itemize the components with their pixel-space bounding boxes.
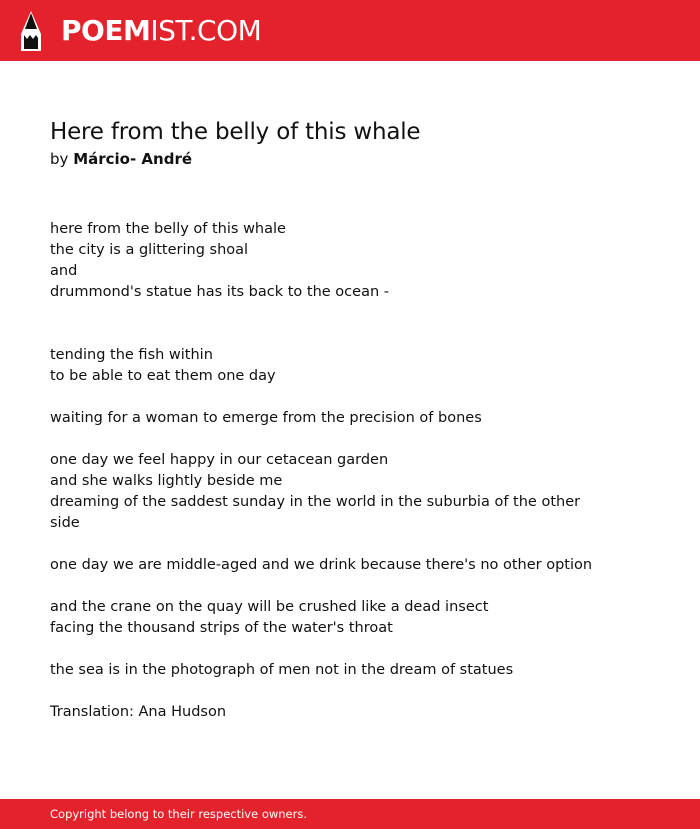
poem-blank-line xyxy=(50,534,650,555)
poem-line: dreaming of the saddest sunday in the world in the suburbia of the other xyxy=(50,494,581,510)
poem-blank-line xyxy=(50,429,650,450)
byline xyxy=(50,148,650,170)
site-footer xyxy=(0,799,700,829)
poem-blank-line xyxy=(50,303,650,324)
logo-text-bold: POEM xyxy=(61,13,151,47)
poem-line: waiting for a woman to emerge from the precision of bones xyxy=(50,410,482,426)
poem-line: tending the fish within xyxy=(50,347,213,363)
poem-line: and xyxy=(50,263,78,279)
logo-text-light: IST.COM xyxy=(150,13,262,47)
poem-blank-line xyxy=(50,387,650,408)
poem-title: Here from the belly of this whale xyxy=(50,119,421,145)
poem-line: here from the belly of this whale xyxy=(50,221,286,237)
poem-blank-line xyxy=(50,681,650,702)
pencil-tip-icon xyxy=(18,10,44,52)
by-label: by xyxy=(50,150,69,168)
poem-line: one day we feel happy in our cetacean garden xyxy=(50,452,389,468)
poem-line: and the crane on the quay will be crushed like a dead insect xyxy=(50,599,489,615)
site-header xyxy=(0,0,700,61)
poem-line: facing the thousand strips of the water's throat xyxy=(50,620,393,636)
copyright-text: Copyright belong to their respective owners. xyxy=(50,807,308,821)
poem-line: the city is a glittering shoal xyxy=(50,242,249,258)
poem-line: Translation: Ana Hudson xyxy=(50,704,227,720)
poem-body xyxy=(50,219,650,723)
poem-blank-line xyxy=(50,324,650,345)
poem-blank-line xyxy=(50,576,650,597)
poem-line: to be able to eat them one day xyxy=(50,368,276,384)
poem-line: and she walks lightly beside me xyxy=(50,473,283,489)
poem-line: drummond's statue has its back to the ocean - xyxy=(50,284,389,300)
poem-line: the sea is in the photograph of men not in the dream of statues xyxy=(50,662,514,678)
poem-line: one day we are middle-aged and we drink because there's no other option xyxy=(50,557,593,573)
poem-blank-line xyxy=(50,639,650,660)
logo-text xyxy=(61,13,262,47)
author-name[interactable]: Márcio- André xyxy=(73,150,193,168)
poem-content xyxy=(50,116,650,723)
site-logo[interactable] xyxy=(18,9,261,52)
poem-line: side xyxy=(50,515,80,531)
